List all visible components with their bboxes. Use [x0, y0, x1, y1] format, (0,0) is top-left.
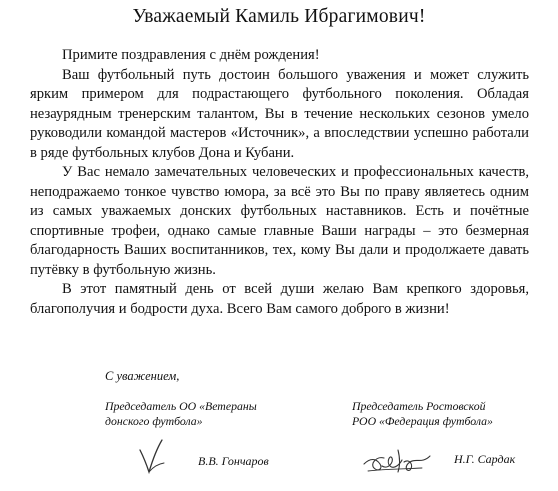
left-signatory-title	[105, 399, 305, 429]
left-signatory-name: В.В. Гончаров	[198, 454, 269, 468]
right-signatory-title-line1: Председатель Ростовской	[352, 399, 486, 413]
left-signature	[134, 436, 174, 476]
right-signatory-title	[352, 399, 542, 429]
body-paragraph-wishes: В этот памятный день от всей души желаю Вам крепкого здоровья, благополучия и бодрости духа. Всего Вам самого доброго в жизни!	[30, 281, 529, 317]
right-signatory-title-line2: РОО «Федерация футбола»	[352, 414, 493, 428]
left-signatory-title-line1: Председатель ОО «Ветераны	[105, 399, 257, 413]
body-paragraph-qualities: У Вас немало замечательных человеческих и профессиональных качеств, неподражаемо тонкое чувство юмора, за всё это Вы по праву являетесь одним из самых уважаемых донских футбольных наставников. Есть и почётные спортивные трофеи, однако самые главные Ваши награды – это безмерная благодарность Ваших воспитанников, тех, кому Вы дали и продолжаете давать путёвку в футбольную жизнь.	[30, 164, 529, 278]
closing-phrase: С уважением,	[105, 369, 180, 383]
letter-title: Уважаемый Камиль Ибрагимович!	[132, 6, 426, 27]
left-signatory-title-line2: донского футбола»	[105, 414, 203, 428]
right-signature	[360, 444, 436, 476]
right-signatory-name: Н.Г. Сардак	[454, 452, 516, 466]
greeting-paragraph: Примите поздравления с днём рождения!	[62, 47, 320, 63]
body-paragraph-career: Ваш футбольный путь достоин большого уважения и может служить ярким примером для подрастающего футбольного поколения. Обладая незаурядным тренерским талантом, Вы в течение нескольких сезонов умело руководили командой мастеров «Источник», а впоследствии успешно работали в ряде футбольных клубов Дона и Кубани.	[30, 66, 529, 161]
letter-body	[30, 46, 529, 319]
